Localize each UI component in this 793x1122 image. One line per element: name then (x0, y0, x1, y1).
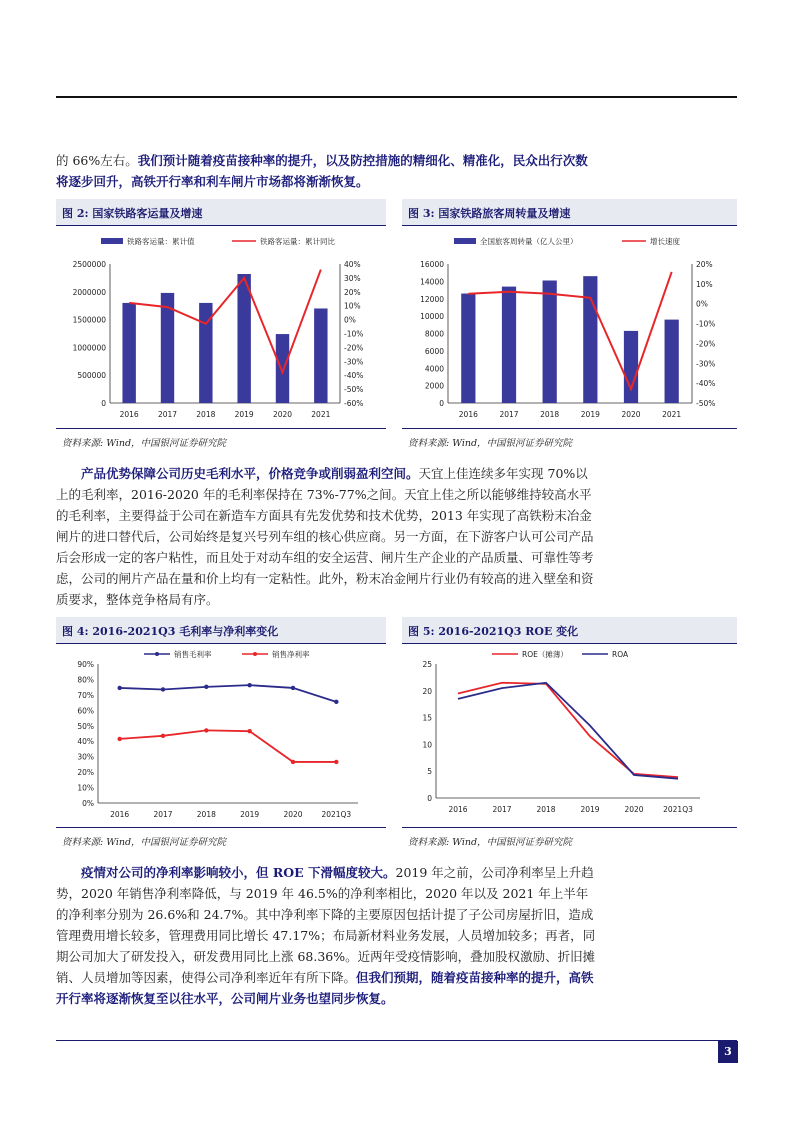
x-tick-label: 2020 (272, 410, 293, 419)
y-tick-label: 60% (77, 706, 94, 716)
left-tick-label: 1000000 (72, 343, 106, 353)
fig5-source: 资料来源: Wind，中国银河证券研究院 (408, 837, 573, 848)
bar (665, 320, 679, 403)
y-tick-label: 80% (77, 675, 94, 685)
legend-line-label: 铁路客运量：累计同比 (260, 237, 335, 246)
y-tick-label: 90% (77, 660, 94, 669)
fig3-source: 资料来源: Wind，中国银河证券研究院 (408, 438, 573, 449)
para2-rest: 天宜上佳连续多年实现 70%以上的毛利率，2016-2020 年的毛利率保持在 73%-77%之间。天宜上佳之所以能够维持较高水平的毛利率，主要得益于公司在新造车方面具有先发优势和技术优势，2013 年实现了高铁粉末冶金闸片的进口替代后，公司始终是复兴号列车组的核心供应商。另一方面，在下游客户认可公司产品后会形成一定的客户粘性，而且处于对动车组的安全运营、闸片生产企业的产品质量、可靠性等考虑，公司的闸片产品在量和价上均有一定粘性。此外，粉末冶金闸片行业仍有较高的进入壁垒和资质要求，整体竞争格局有序。 (56, 466, 594, 607)
y-tick-label: 10 (422, 740, 432, 750)
para3-bold2: 但我们预期，随着疫苗接种率的提升，高铁开行率将逐渐恢复至以往水平，公司闸片业务也望同步恢复。 (56, 970, 594, 1006)
y-tick-label: 0 (427, 794, 432, 803)
right-tick-label: 10% (696, 279, 713, 289)
fig3-source-rule (402, 428, 737, 429)
series-line (120, 685, 337, 702)
x-tick-label: 2020 (621, 410, 641, 419)
para3-rest: 2019 年之前，公司净利率呈上升趋势，2020 年销售净利率降低，与 2019 年 46.5%的净利率相比，2020 年以及 2021 年上半年的净利率分别为 26.6%和 24.7%。其中净利率下降的主要原因包括计提了子公司房屋折旧，造成管理费用增长较多，管理费用同比增长 47.17%；布局新材料业务发展，人员增加较多；再者，同期公司加大了研发投入，研发费用同比上涨 68.36%。近两年受疫情影响，叠加股权激励、折旧摊销、人员增加等因素，使得公司净利率近年有所下降。 (56, 865, 596, 985)
y-tick-label: 30% (77, 752, 94, 762)
paragraph-margin (56, 463, 597, 610)
x-tick-label: 2018 (196, 410, 216, 419)
x-tick-label: 2021 (311, 410, 331, 419)
legend-marker (253, 652, 257, 656)
right-tick-label: 40% (344, 260, 361, 269)
x-tick-label: 2018 (196, 810, 216, 819)
y-tick-label: 10% (77, 783, 94, 793)
fig4-title: 图 4: 2016-2021Q3 毛利率与净利率变化 (62, 625, 279, 638)
x-tick-label: 2020 (283, 810, 303, 819)
x-tick-label: 2019 (580, 805, 600, 814)
fig2-source: 资料来源: Wind，中国银河证券研究院 (62, 438, 227, 449)
x-tick-label: 2016 (458, 410, 478, 419)
y-tick-label: 20% (77, 768, 94, 778)
right-tick-label: 20% (344, 287, 361, 297)
right-tick-label: 0% (344, 315, 356, 325)
right-tick-label: -20% (696, 339, 716, 349)
intro-bold: 我们预计随着疫苗接种率的提升，以及防控措施的精细化、精准化，民众出行次数将逐步回升，高铁开行率和利车闸片市场都将渐渐恢复。 (56, 153, 588, 189)
fig5-chart (402, 644, 737, 824)
intro-paragraph (56, 150, 597, 192)
header-rule (56, 96, 737, 98)
series-line (458, 683, 678, 777)
right-tick-label: -10% (696, 319, 716, 329)
right-tick-label: 30% (344, 273, 361, 283)
x-tick-label: 2021Q3 (321, 810, 352, 819)
y-tick-label: 5 (427, 767, 432, 777)
fig4-chart (56, 644, 386, 824)
legend-bar-swatch (101, 238, 123, 244)
bar (502, 287, 516, 403)
y-tick-label: 70% (77, 690, 94, 700)
y-tick-label: 50% (77, 721, 94, 731)
x-tick-label: 2019 (240, 810, 260, 819)
right-tick-label: -40% (344, 371, 364, 381)
left-tick-label: 12000 (420, 294, 444, 304)
legend-line-label: 增长速度 (650, 237, 680, 246)
data-point (204, 685, 208, 689)
bar (237, 274, 250, 403)
x-tick-label: 2019 (580, 410, 600, 419)
data-point (161, 687, 165, 691)
data-point (247, 683, 251, 687)
y-tick-label: 25 (422, 660, 432, 669)
right-tick-label: -50% (344, 385, 364, 395)
intro-plain: 的 66%左右。 (56, 153, 138, 168)
growth-line (129, 270, 321, 373)
right-tick-label: -30% (696, 359, 716, 369)
legend-bar-swatch (454, 238, 476, 244)
x-tick-label: 2021 (662, 410, 682, 419)
series-line (458, 683, 678, 779)
x-tick-label: 2016 (448, 805, 468, 814)
left-tick-label: 1500000 (72, 315, 106, 325)
right-tick-label: 10% (344, 301, 361, 311)
data-point (291, 760, 295, 764)
fig2-title: 图 2: 国家铁路客运量及增速 (62, 207, 203, 220)
y-tick-label: 15 (422, 713, 432, 723)
x-tick-label: 2021Q3 (663, 805, 693, 814)
series-line (120, 730, 337, 762)
right-tick-label: 0% (696, 299, 708, 309)
bar (276, 334, 289, 403)
para3-bold1: 疫情对公司的净利率影响较小，但 ROE 下滑幅度较大。 (81, 865, 396, 880)
legend-marker (155, 652, 159, 656)
x-tick-label: 2017 (157, 410, 178, 419)
left-tick-label: 8000 (424, 329, 444, 339)
x-tick-label: 2017 (492, 805, 512, 814)
left-tick-label: 10000 (420, 312, 444, 322)
y-tick-label: 20 (422, 686, 432, 696)
left-tick-label: 6000 (424, 346, 444, 356)
paragraph-roe (56, 862, 597, 1009)
data-point (334, 700, 338, 704)
x-tick-label: 2018 (536, 805, 556, 814)
fig2-source-rule (56, 428, 386, 429)
fig3-title: 图 3: 国家铁路旅客周转量及增速 (408, 207, 571, 220)
x-tick-label: 2016 (119, 410, 139, 419)
data-point (334, 760, 338, 764)
data-point (117, 686, 121, 690)
left-tick-label: 2000 (424, 381, 444, 391)
left-tick-label: 16000 (420, 260, 444, 269)
legend-label: ROA (612, 650, 629, 659)
page-number: 3 (718, 1041, 738, 1063)
bar (314, 308, 327, 403)
right-tick-label: -40% (696, 379, 716, 389)
data-point (161, 734, 165, 738)
data-point (291, 686, 295, 690)
bar (583, 276, 597, 403)
growth-line (468, 272, 671, 389)
legend-bar-label: 铁路客运量：累计值 (127, 237, 195, 246)
bar (122, 303, 135, 403)
fig3-chart (402, 228, 737, 424)
footer-rule (56, 1040, 737, 1041)
para2-bold: 产品优势保障公司历史毛利水平，价格竞争或削弱盈利空间。 (81, 466, 419, 481)
left-tick-label: 2500000 (72, 260, 106, 269)
x-tick-label: 2017 (499, 410, 519, 419)
data-point (247, 729, 251, 733)
right-tick-label: -50% (696, 399, 716, 408)
fig2-chart (56, 228, 386, 424)
fig5-title: 图 5: 2016-2021Q3 ROE 变化 (408, 625, 579, 638)
legend-bar-label: 全国旅客周转量（亿人公里） (480, 237, 578, 246)
x-tick-label: 2020 (624, 805, 644, 814)
bar (543, 281, 557, 403)
left-tick-label: 14000 (420, 277, 444, 287)
right-tick-label: 20% (696, 260, 713, 269)
right-tick-label: -10% (344, 329, 364, 339)
legend-label: 销售净利率 (272, 650, 310, 659)
x-tick-label: 2018 (540, 410, 560, 419)
x-tick-label: 2019 (234, 410, 254, 419)
right-tick-label: -60% (344, 399, 364, 408)
legend-label: ROE（摊薄） (522, 650, 568, 659)
right-tick-label: -30% (344, 357, 364, 367)
left-tick-label: 2000000 (72, 287, 106, 297)
left-tick-label: 0 (101, 399, 106, 408)
bar (461, 294, 475, 403)
fig4-source: 资料来源: Wind，中国银河证券研究院 (62, 837, 227, 848)
left-tick-label: 0 (439, 399, 444, 408)
legend-label: 销售毛利率 (174, 650, 212, 659)
left-tick-label: 4000 (424, 364, 444, 374)
y-tick-label: 0% (82, 799, 94, 808)
y-tick-label: 40% (77, 737, 94, 747)
bar (624, 331, 638, 403)
data-point (117, 737, 121, 741)
right-tick-label: -20% (344, 343, 364, 353)
left-tick-label: 500000 (77, 371, 106, 381)
x-tick-label: 2017 (153, 810, 173, 819)
data-point (204, 728, 208, 732)
x-tick-label: 2016 (110, 810, 130, 819)
fig5-source-rule (402, 827, 737, 828)
fig4-source-rule (56, 827, 386, 828)
